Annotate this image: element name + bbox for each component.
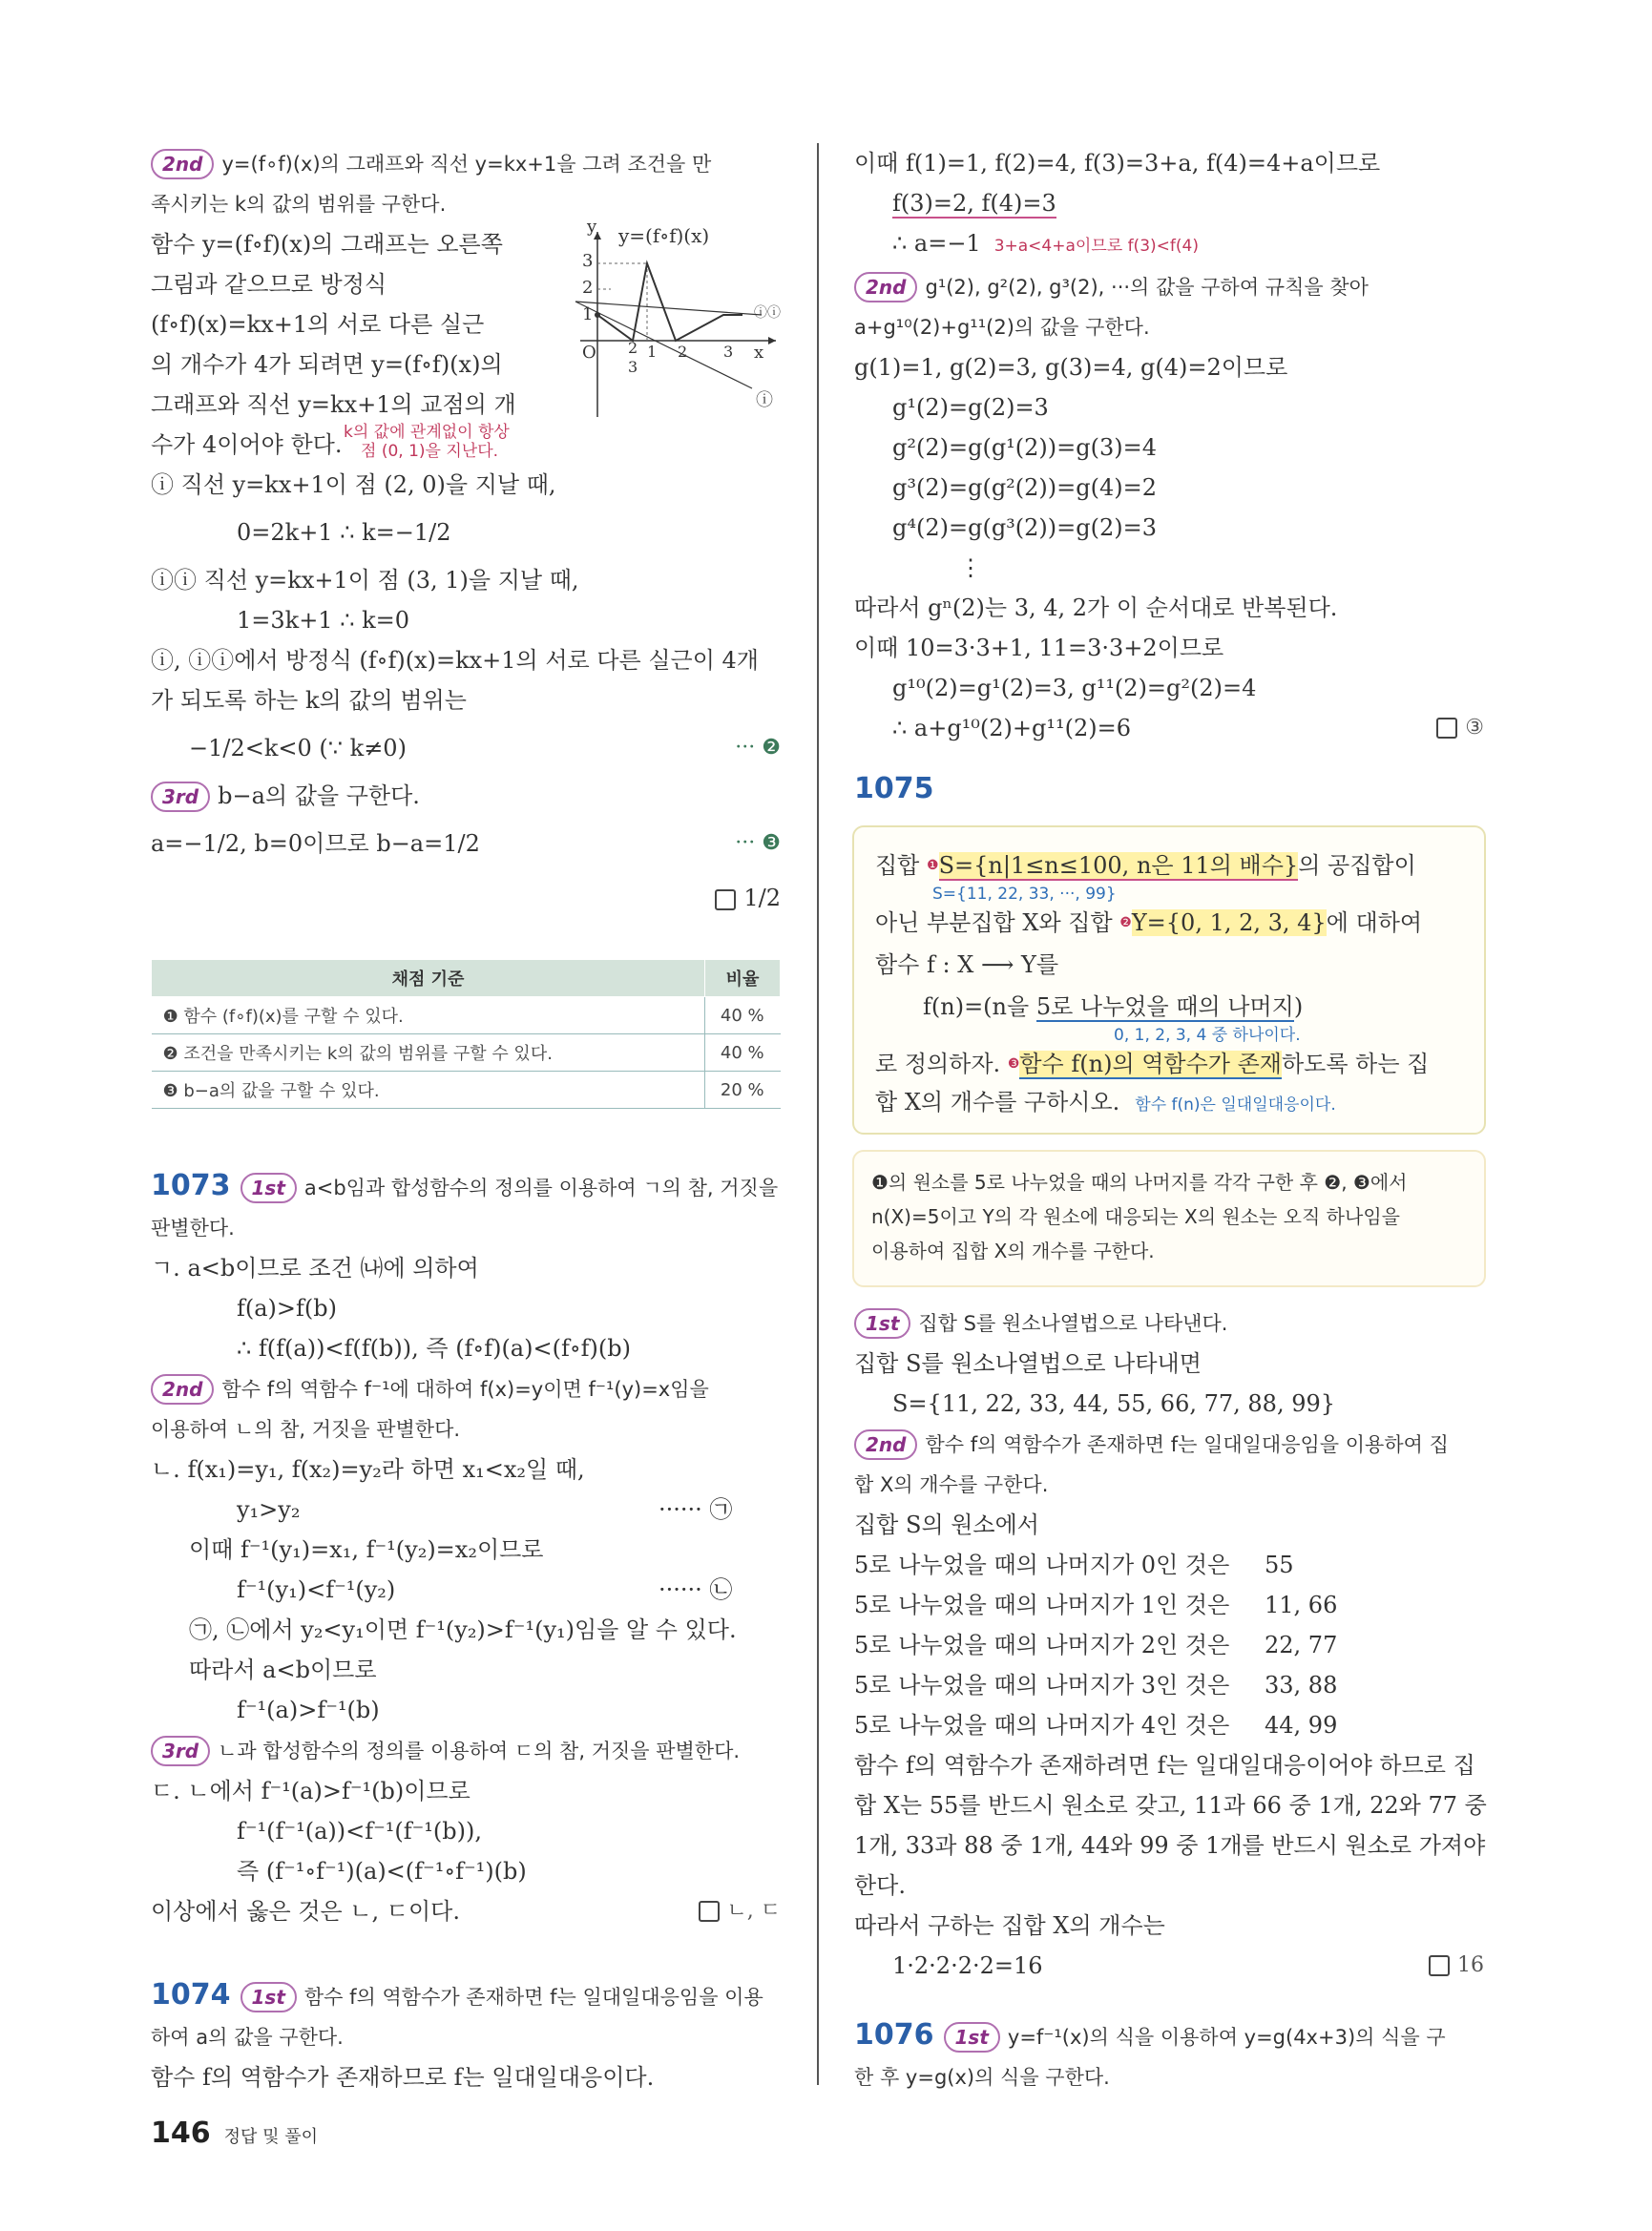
- range-line: [151, 720, 781, 776]
- step-text: y=f⁻¹(x)의 식을 이용하여 y=g(4x+3)의 식을 구: [1007, 2026, 1446, 2049]
- page-footer: [151, 2116, 318, 2150]
- equation: 1·2·2·2·2=16: [892, 1952, 1043, 1979]
- body-line: 집합 S를 원소나열법으로 나타내면: [854, 1350, 1202, 1377]
- equation: g³(2)=g(g²(2))=g(4)=2: [892, 474, 1158, 501]
- table-cell: ❷ 조건을 만족시키는 k의 값의 범위를 구할 수 있다.: [152, 1034, 705, 1072]
- remainder-row: [854, 1705, 1484, 1745]
- left-column: [151, 143, 781, 925]
- highlight: 함수 f(n)의 역함수가 존재: [1019, 1051, 1282, 1077]
- step-text: 집합 S를 원소나열법으로 나타낸다.: [918, 1312, 1228, 1335]
- answer: [699, 1891, 782, 1931]
- body-line: (f∘f)(x)=kx+1의 서로 다른 실근: [151, 311, 485, 338]
- step-badge: 2nd: [854, 272, 917, 302]
- answer-icon: [715, 889, 736, 910]
- function-graph: [571, 226, 783, 427]
- step-text: 족시키는 k의 값의 범위를 구한다.: [151, 193, 447, 216]
- problem-number: 1075: [854, 772, 934, 805]
- step-text: 함수 f의 역함수가 존재하면 f는 일대일대응임을 이용: [303, 1986, 763, 2009]
- table-cell: 40 %: [705, 997, 781, 1034]
- body-line: 합 X는 55를 반드시 원소로 갖고, 11과 66 중 1개, 22와 77 중: [854, 1792, 1487, 1819]
- step-text: 합 X의 개수를 구한다.: [854, 1473, 1049, 1496]
- side-note: [344, 423, 510, 461]
- graph-y-axis-label: y: [587, 217, 597, 237]
- step-badge: 1st: [240, 1173, 297, 1203]
- body-line: 가 되도록 하는 k의 값의 범위는: [151, 687, 467, 714]
- step-text: 함수 f의 역함수 f⁻¹에 대하여 f(x)=y이면 f⁻¹(y)=x임을: [221, 1378, 709, 1401]
- body-line: 1개, 33과 88 중 1개, 44와 99 중 1개를 반드시 원소로 가져야: [854, 1832, 1486, 1859]
- equation-line: [151, 1490, 781, 1530]
- step-badge: 1st: [944, 2022, 1000, 2053]
- equation: 즉 (f⁻¹∘f⁻¹)(a)<(f⁻¹∘f⁻¹)(b): [237, 1858, 527, 1885]
- body-line: 그래프와 직선 y=kx+1의 교점의 개: [151, 391, 516, 418]
- equation-ref: ······ ㉠: [659, 1496, 733, 1523]
- body-line: 집합 S의 원소에서: [854, 1512, 1039, 1538]
- problem-1075-box: 집합 $^❶$S={n|1≤n≤100, n은 11의 배수}의 공집합이 S={11, 22, 33, ···, 99} 아닌 부분집합 X와 집합 $^❷$Y={0, 1, 2, 3, 4}에 대하여 함수 f : X ⟶ Y를 f(n)=(n을 5로 나누었을 때의 나머지) 0, 1, 2, 3, 4 중 하나이다. 로 정의하자. $^❸$함수 f(n)의 역함수가 존재하도록 하는 집 합 X의 개수를 구하시오. 함수 f(n)은 일대일대응이다.: [852, 825, 1486, 1135]
- note-line: 점 (0, 1)을 지난다.: [361, 442, 499, 461]
- table-row: [152, 1072, 781, 1109]
- graph-explanation-block: [151, 217, 781, 465]
- problem-text: f(n)=(n을: [923, 993, 1036, 1020]
- body-line: ㄴ. f(x₁)=y₁, f(x₂)=y₂라 하면 x₁<x₂일 때,: [151, 1456, 585, 1483]
- hint-box: [852, 1150, 1486, 1287]
- equation: f(3)=2, f(4)=3: [892, 190, 1056, 217]
- remainder-value: 33, 88: [1265, 1672, 1338, 1699]
- table-cell: 20 %: [705, 1072, 781, 1109]
- remainder-row: [854, 1625, 1484, 1665]
- graph-tick: 3: [628, 358, 638, 376]
- remainder-label: 5로 나누었을 때의 나머지가 2인 것은: [854, 1632, 1230, 1658]
- graph-label: y=(f∘f)(x): [618, 224, 710, 247]
- hint-line: ❶의 원소를 5로 나누었을 때의 나머지를 각각 구한 후 ❷, ❸에서: [871, 1171, 1408, 1194]
- problem-1074: [151, 1975, 781, 2097]
- equation: 0=2k+1 ∴ k=−1/2: [237, 519, 451, 546]
- problem-number: 1076: [854, 2018, 934, 2052]
- answer-line: [151, 871, 781, 925]
- body-line: 이상에서 옳은 것은 ㄴ, ㄷ이다.: [151, 1898, 460, 1925]
- equation: g¹(2)=g(2)=3: [892, 394, 1049, 421]
- sum-line: [854, 708, 1484, 748]
- answer: [1429, 1946, 1484, 1986]
- note: 함수 f(n)은 일대일대응이다.: [1135, 1095, 1336, 1115]
- right-column: [854, 143, 1484, 810]
- table-header: 비율: [705, 960, 781, 997]
- answer-icon: [1436, 718, 1457, 739]
- step-text: 함수 f의 역함수가 존재하면 f는 일대일대응임을 이용하여 집: [925, 1433, 1449, 1456]
- equation: ⋮: [959, 554, 982, 581]
- step-text: g¹(2), g²(2), g³(2), ···의 값을 구하여 규칙을 찾아: [925, 276, 1369, 299]
- body-line: 이때 f(1)=1, f(2)=4, f(3)=3+a, f(4)=4+a이므로: [854, 150, 1381, 177]
- highlight: Y={0, 1, 2, 3, 4}: [1131, 909, 1327, 936]
- equation: ∴ a=−1: [892, 230, 981, 257]
- body-line: 의 개수가 4가 되려면 y=(f∘f)(x)의: [151, 351, 503, 378]
- body-line: g(1)=1, g(2)=3, g(3)=4, g(4)=2이므로: [854, 354, 1288, 381]
- problem-number: 1073: [151, 1169, 231, 1202]
- step-text: 판별한다.: [151, 1217, 235, 1240]
- problem-number: 1074: [151, 1978, 231, 2012]
- remainder-label: 5로 나누었을 때의 나머지가 0인 것은: [854, 1552, 1230, 1578]
- answer-value: ㄴ, ㄷ: [726, 1899, 781, 1923]
- problem-text: 에 대하여: [1326, 909, 1423, 936]
- answer: [1436, 708, 1484, 748]
- answer-icon: [1429, 1955, 1450, 1976]
- remainder-label: 5로 나누었을 때의 나머지가 1인 것은: [854, 1592, 1230, 1618]
- graph-tick: 3: [582, 251, 594, 271]
- body-line: 함수 f의 역함수가 존재하므로 f는 일대일대응이다.: [151, 2064, 655, 2091]
- problem-text: 함수 f : X ⟶ Y를: [875, 951, 1059, 978]
- remainder-value: 11, 66: [1265, 1592, 1338, 1618]
- answer-value: 16: [1457, 1953, 1484, 1977]
- problem-text: ): [1293, 993, 1304, 1020]
- table-cell: ❶ 함수 (f∘f)(x)를 구할 수 있다.: [152, 997, 705, 1034]
- step-badge: 2nd: [151, 149, 214, 179]
- body-line: ㄷ. ㄴ에서 f⁻¹(a)>f⁻¹(b)이므로: [151, 1778, 471, 1804]
- body-line: 수가 4이어야 한다.: [151, 431, 343, 458]
- remainder-label: 5로 나누었을 때의 나머지가 3인 것은: [854, 1672, 1230, 1699]
- problem-text: 하도록 하는 집: [1281, 1051, 1430, 1077]
- problem-1073: [151, 1166, 781, 1931]
- equation-line: [151, 1570, 781, 1610]
- body-line: 한다.: [854, 1872, 906, 1899]
- answer-icon: [699, 1901, 720, 1922]
- equation: f⁻¹(a)>f⁻¹(b): [237, 1697, 380, 1723]
- step-text: b−a의 값을 구한다.: [218, 782, 420, 809]
- body-line: ㄱ. a<b이므로 조건 ㈏에 의하여: [151, 1255, 479, 1282]
- note: S={11, 22, 33, ···, 99}: [932, 885, 1117, 904]
- equation: f⁻¹(f⁻¹(a))<f⁻¹(f⁻¹(b)),: [237, 1818, 483, 1845]
- footer-label: 정답 및 풀이: [223, 2127, 319, 2147]
- body-line: 따라서 a<b이므로: [189, 1657, 377, 1683]
- equation: f⁻¹(y₁)<f⁻¹(y₂): [237, 1576, 396, 1603]
- equation: a=−1/2, b=0이므로 b−a=1/2: [151, 830, 480, 857]
- table-cell: 40 %: [705, 1034, 781, 1072]
- problem-text: 집합: [875, 852, 927, 879]
- equation: ∴ a+g¹⁰(2)+g¹¹(2)=6: [892, 715, 1132, 741]
- count-line: [854, 1946, 1484, 1986]
- answer-value: ③: [1465, 716, 1484, 740]
- step-badge: 2nd: [854, 1429, 917, 1460]
- solution-1075: [854, 1303, 1487, 1986]
- step-badge: 1st: [854, 1308, 910, 1339]
- graph-tick: 2: [678, 343, 688, 361]
- graph-tick: 2: [628, 339, 638, 357]
- graph-tick: 1: [582, 304, 594, 324]
- step-text: 하여 a의 값을 구한다.: [151, 2026, 344, 2049]
- problem-1076: [854, 2015, 1484, 2097]
- body-line: 따라서 구하는 집합 X의 개수는: [854, 1912, 1165, 1939]
- step-badge: 1st: [240, 1982, 297, 2012]
- table-cell: ❸ b−a의 값을 구할 수 있다.: [152, 1072, 705, 1109]
- equation: y₁>y₂: [237, 1496, 301, 1523]
- case-line: ⓘⓘ 직선 y=kx+1이 점 (3, 1)을 지날 때,: [151, 567, 579, 594]
- equation: 1=3k+1 ∴ k=0: [237, 607, 410, 634]
- hint-line: n(X)=5이고 Y의 각 원소에 대응되는 X의 원소는 오직 하나임을: [871, 1205, 1400, 1228]
- underlined: 5로 나누었을 때의 나머지: [1035, 993, 1294, 1020]
- table-header: 채점 기준: [152, 960, 705, 997]
- ab-line: [151, 816, 781, 871]
- remainder-value: 44, 99: [1265, 1712, 1338, 1739]
- body-line: 따라서 gⁿ(2)는 3, 4, 2가 이 순서대로 반복된다.: [854, 594, 1338, 621]
- equation: g²(2)=g(g¹(2))=g(3)=4: [892, 434, 1158, 461]
- note-line: k의 값에 관계없이 항상: [344, 423, 510, 442]
- equation: g¹⁰(2)=g¹(2)=3, g¹¹(2)=g²(2)=4: [892, 675, 1257, 701]
- table-row: [152, 997, 781, 1034]
- grading-table: [151, 959, 781, 1109]
- step-ref: ··· ❸: [735, 831, 781, 855]
- remainder-row: [854, 1585, 1484, 1625]
- graph-tick: 2: [582, 278, 594, 298]
- step-badge: 2nd: [151, 1374, 214, 1405]
- step-text: a+g¹⁰(2)+g¹¹(2)의 값을 구한다.: [854, 316, 1150, 339]
- graph-x-axis-label: x: [754, 343, 764, 363]
- equation: −1/2<k<0 (∵ k≠0): [189, 735, 407, 761]
- graph-origin: O: [582, 343, 596, 363]
- graph-tick: 3: [723, 343, 734, 361]
- body-line: 함수 y=(f∘f)(x)의 그래프는 오른쪽: [151, 231, 503, 258]
- step-ref: ··· ❷: [735, 736, 781, 760]
- case-line: ⓘ 직선 y=kx+1이 점 (2, 0)을 지날 때,: [151, 471, 556, 498]
- step-badge: 3rd: [151, 1736, 210, 1766]
- graph-tick: 1: [647, 343, 658, 361]
- remainder-value: 55: [1265, 1552, 1294, 1578]
- body-line: 그림과 같으므로 방정식: [151, 271, 387, 298]
- body-line: 이때 f⁻¹(y₁)=x₁, f⁻¹(y₂)=x₂이므로: [189, 1536, 544, 1563]
- problem-text: 아닌 부분집합 X와 집합: [875, 909, 1120, 936]
- step-badge: 3rd: [151, 782, 210, 812]
- column-divider: [817, 143, 819, 2085]
- highlight: S={n|1≤n≤100, n은 11의 배수}: [938, 852, 1299, 879]
- body-line: 함수 f의 역함수가 존재하려면 f는 일대일대응이어야 하므로 집: [854, 1752, 1475, 1779]
- remainder-label: 5로 나누었을 때의 나머지가 4인 것은: [854, 1712, 1230, 1739]
- equation: ∴ f(f(a))<f(f(b)), 즉 (f∘f)(a)<(f∘f)(b): [237, 1335, 631, 1362]
- answer-value: 1/2: [743, 885, 781, 911]
- hint-line: 이용하여 집합 X의 개수를 구한다.: [871, 1240, 1155, 1262]
- graph-marker-i: ⓘ: [756, 390, 773, 410]
- problem-text: 의 공집합이: [1298, 852, 1416, 879]
- table-row: [152, 1034, 781, 1072]
- note: 0, 1, 2, 3, 4 중 하나이다.: [1114, 1026, 1301, 1045]
- remainder-value: 22, 77: [1265, 1632, 1338, 1658]
- equation-ref: ······ ㉡: [659, 1576, 733, 1603]
- body-line: ㉠, ㉡에서 y₂<y₁이면 f⁻¹(y₂)>f⁻¹(y₁)임을 알 수 있다.: [189, 1616, 737, 1643]
- page-number: 146: [151, 2116, 211, 2150]
- step-text: 한 후 y=g(x)의 식을 구한다.: [854, 2066, 1110, 2089]
- body-line: 이때 10=3·3+1, 11=3·3+2이므로: [854, 635, 1224, 661]
- final-line: [151, 1891, 781, 1931]
- problem-text: 로 정의하자.: [875, 1051, 1008, 1077]
- equation: f(a)>f(b): [237, 1295, 337, 1322]
- equation: g⁴(2)=g(g³(2))=g(2)=3: [892, 514, 1158, 541]
- problem-text: 합 X의 개수를 구하시오.: [875, 1089, 1120, 1116]
- remainder-row: [854, 1665, 1484, 1705]
- remainder-row: [854, 1545, 1484, 1585]
- step-text: a<b임과 합성함수의 정의를 이용하여 ㄱ의 참, 거짓을: [303, 1177, 779, 1199]
- equation: S={11, 22, 33, 44, 55, 66, 77, 88, 99}: [892, 1390, 1336, 1417]
- step-text: 이용하여 ㄴ의 참, 거짓을 판별한다.: [151, 1418, 461, 1441]
- step-text: ㄴ과 합성함수의 정의를 이용하여 ㄷ의 참, 거짓을 판별한다.: [218, 1740, 741, 1762]
- note: 3+a<4+a이므로 f(3)<f(4): [993, 237, 1199, 256]
- body-line: ⓘ, ⓘⓘ에서 방정식 (f∘f)(x)=kx+1의 서로 다른 실근이 4개: [151, 647, 759, 674]
- step-text: y=(f∘f)(x)의 그래프와 직선 y=kx+1을 그려 조건을 만: [221, 153, 712, 176]
- graph-marker-ii: ⓘⓘ: [754, 305, 781, 321]
